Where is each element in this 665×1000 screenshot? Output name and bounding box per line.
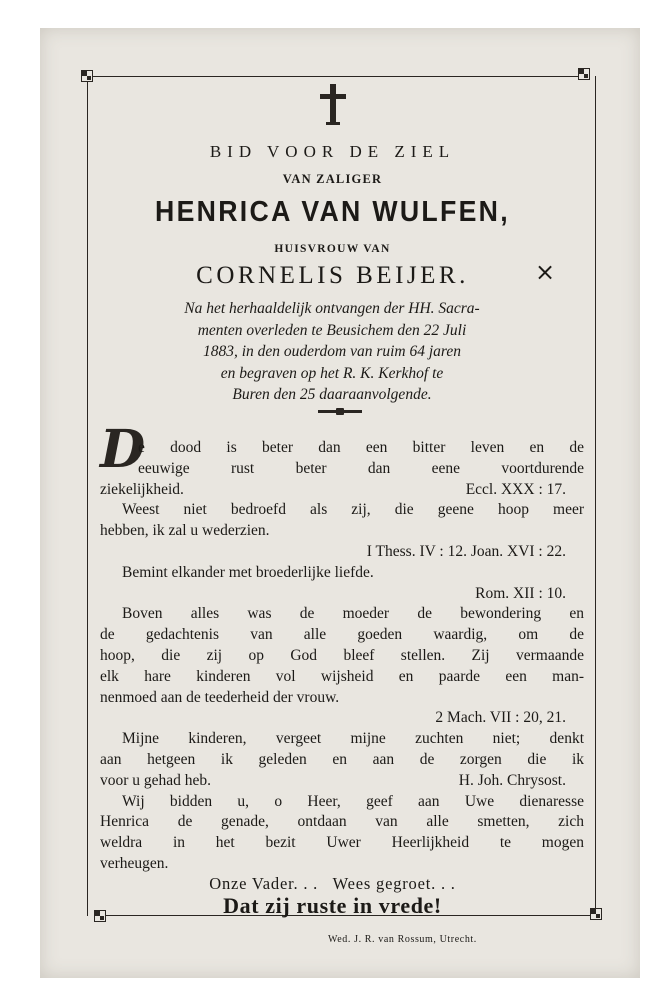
- text-line: [100, 480, 584, 501]
- text-line: hebben, ik zal u wederzien.: [100, 522, 270, 540]
- text-segment: ziekelijkheid.: [100, 480, 184, 498]
- announcement-line: menten overleden te Beusichem den 22 Juli: [197, 321, 467, 339]
- text-line: elk hare kinderen vol wijsheid en paarde een man-: [100, 667, 584, 685]
- text-line: Boven alles was de moeder de bewondering en: [122, 605, 584, 623]
- text-line: hoop, die zij op God bleef stellen. Zij vermaande: [100, 646, 584, 664]
- announcement-line: en begraven op het R. K. Kerkhof te: [220, 364, 444, 382]
- heading-van-zaliger: VAN ZALIGER: [282, 172, 383, 186]
- spouse-name: CORNELIS BEIJER.: [196, 262, 469, 289]
- text-line: Wij bidden u, o Heer, geef aan Uwe dienaresse: [122, 792, 584, 810]
- deceased-name: HENRICA VAN WULFEN,: [155, 196, 510, 228]
- citation: Rom. XII : 10.: [475, 584, 566, 602]
- text-line: de gedachtenis van alle goeden waardig, om de: [100, 626, 584, 644]
- text-line: eeuwige rust beter dan eene voortdurende: [138, 459, 584, 477]
- frame-top: [88, 76, 584, 77]
- citation: H. Joh. Chrysost.: [458, 771, 566, 789]
- text-line: [100, 771, 584, 792]
- text-line: Weest niet bedroefd als zij, die geene hoop meer: [122, 501, 584, 519]
- citation: I Thess. IV : 12. Joan. XVI : 22.: [366, 542, 566, 560]
- announcement-line: Na het herhaaldelijk ontvangen der HH. Sacra-: [184, 300, 480, 317]
- cross-icon: [317, 82, 349, 126]
- text-line: nenmoed aan de teederheid der vrouw.: [100, 688, 340, 706]
- text-line: verheugen.: [100, 854, 169, 872]
- announcement-line: 1883, in den ouderdom van ruim 64 jaren: [202, 343, 462, 360]
- text-segment: voor u gehad heb.: [100, 771, 212, 789]
- drop-cap: D: [100, 419, 146, 480]
- ornamental-divider: [318, 408, 362, 415]
- corner-ornament-top-left: [81, 70, 93, 82]
- scripture-text: [100, 438, 584, 875]
- text-line: e dood is beter dan een bitter leven en de: [138, 439, 584, 456]
- announcement: [92, 298, 572, 406]
- text-line: weldra in het bezit Uwer Heerlijkheid te mogen: [100, 834, 584, 852]
- closing-prayers: Onze Vader. . . Wees gegroet. . .: [209, 874, 456, 893]
- closing-blessing: Dat zij ruste in vrede!: [223, 893, 442, 918]
- text-line: aan hetgeen ik geleden en aan de zorgen die ik: [100, 750, 584, 768]
- heading-huisvrouw-van: HUISVROUW VAN: [274, 243, 391, 255]
- text-line: Henrica de genade, ontdaan van alle smetten, zich: [100, 813, 584, 831]
- corner-ornament-top-right: [578, 68, 590, 80]
- handwritten-mark: ×: [535, 258, 556, 286]
- printer-imprint: Wed. J. R. van Rossum, Utrecht.: [328, 934, 477, 945]
- heading-bid-voor-de-ziel: BID VOOR DE ZIEL: [209, 142, 456, 161]
- announcement-line: Buren den 25 daaraanvolgende.: [232, 386, 432, 403]
- citation: Eccl. XXX : 17.: [465, 480, 566, 498]
- text-line: Mijne kinderen, vergeet mijne zuchten niet; denkt: [122, 730, 584, 748]
- citation: 2 Mach. VII : 20, 21.: [435, 709, 566, 727]
- text-line: Bemint elkander met broederlijke liefde.: [122, 563, 374, 581]
